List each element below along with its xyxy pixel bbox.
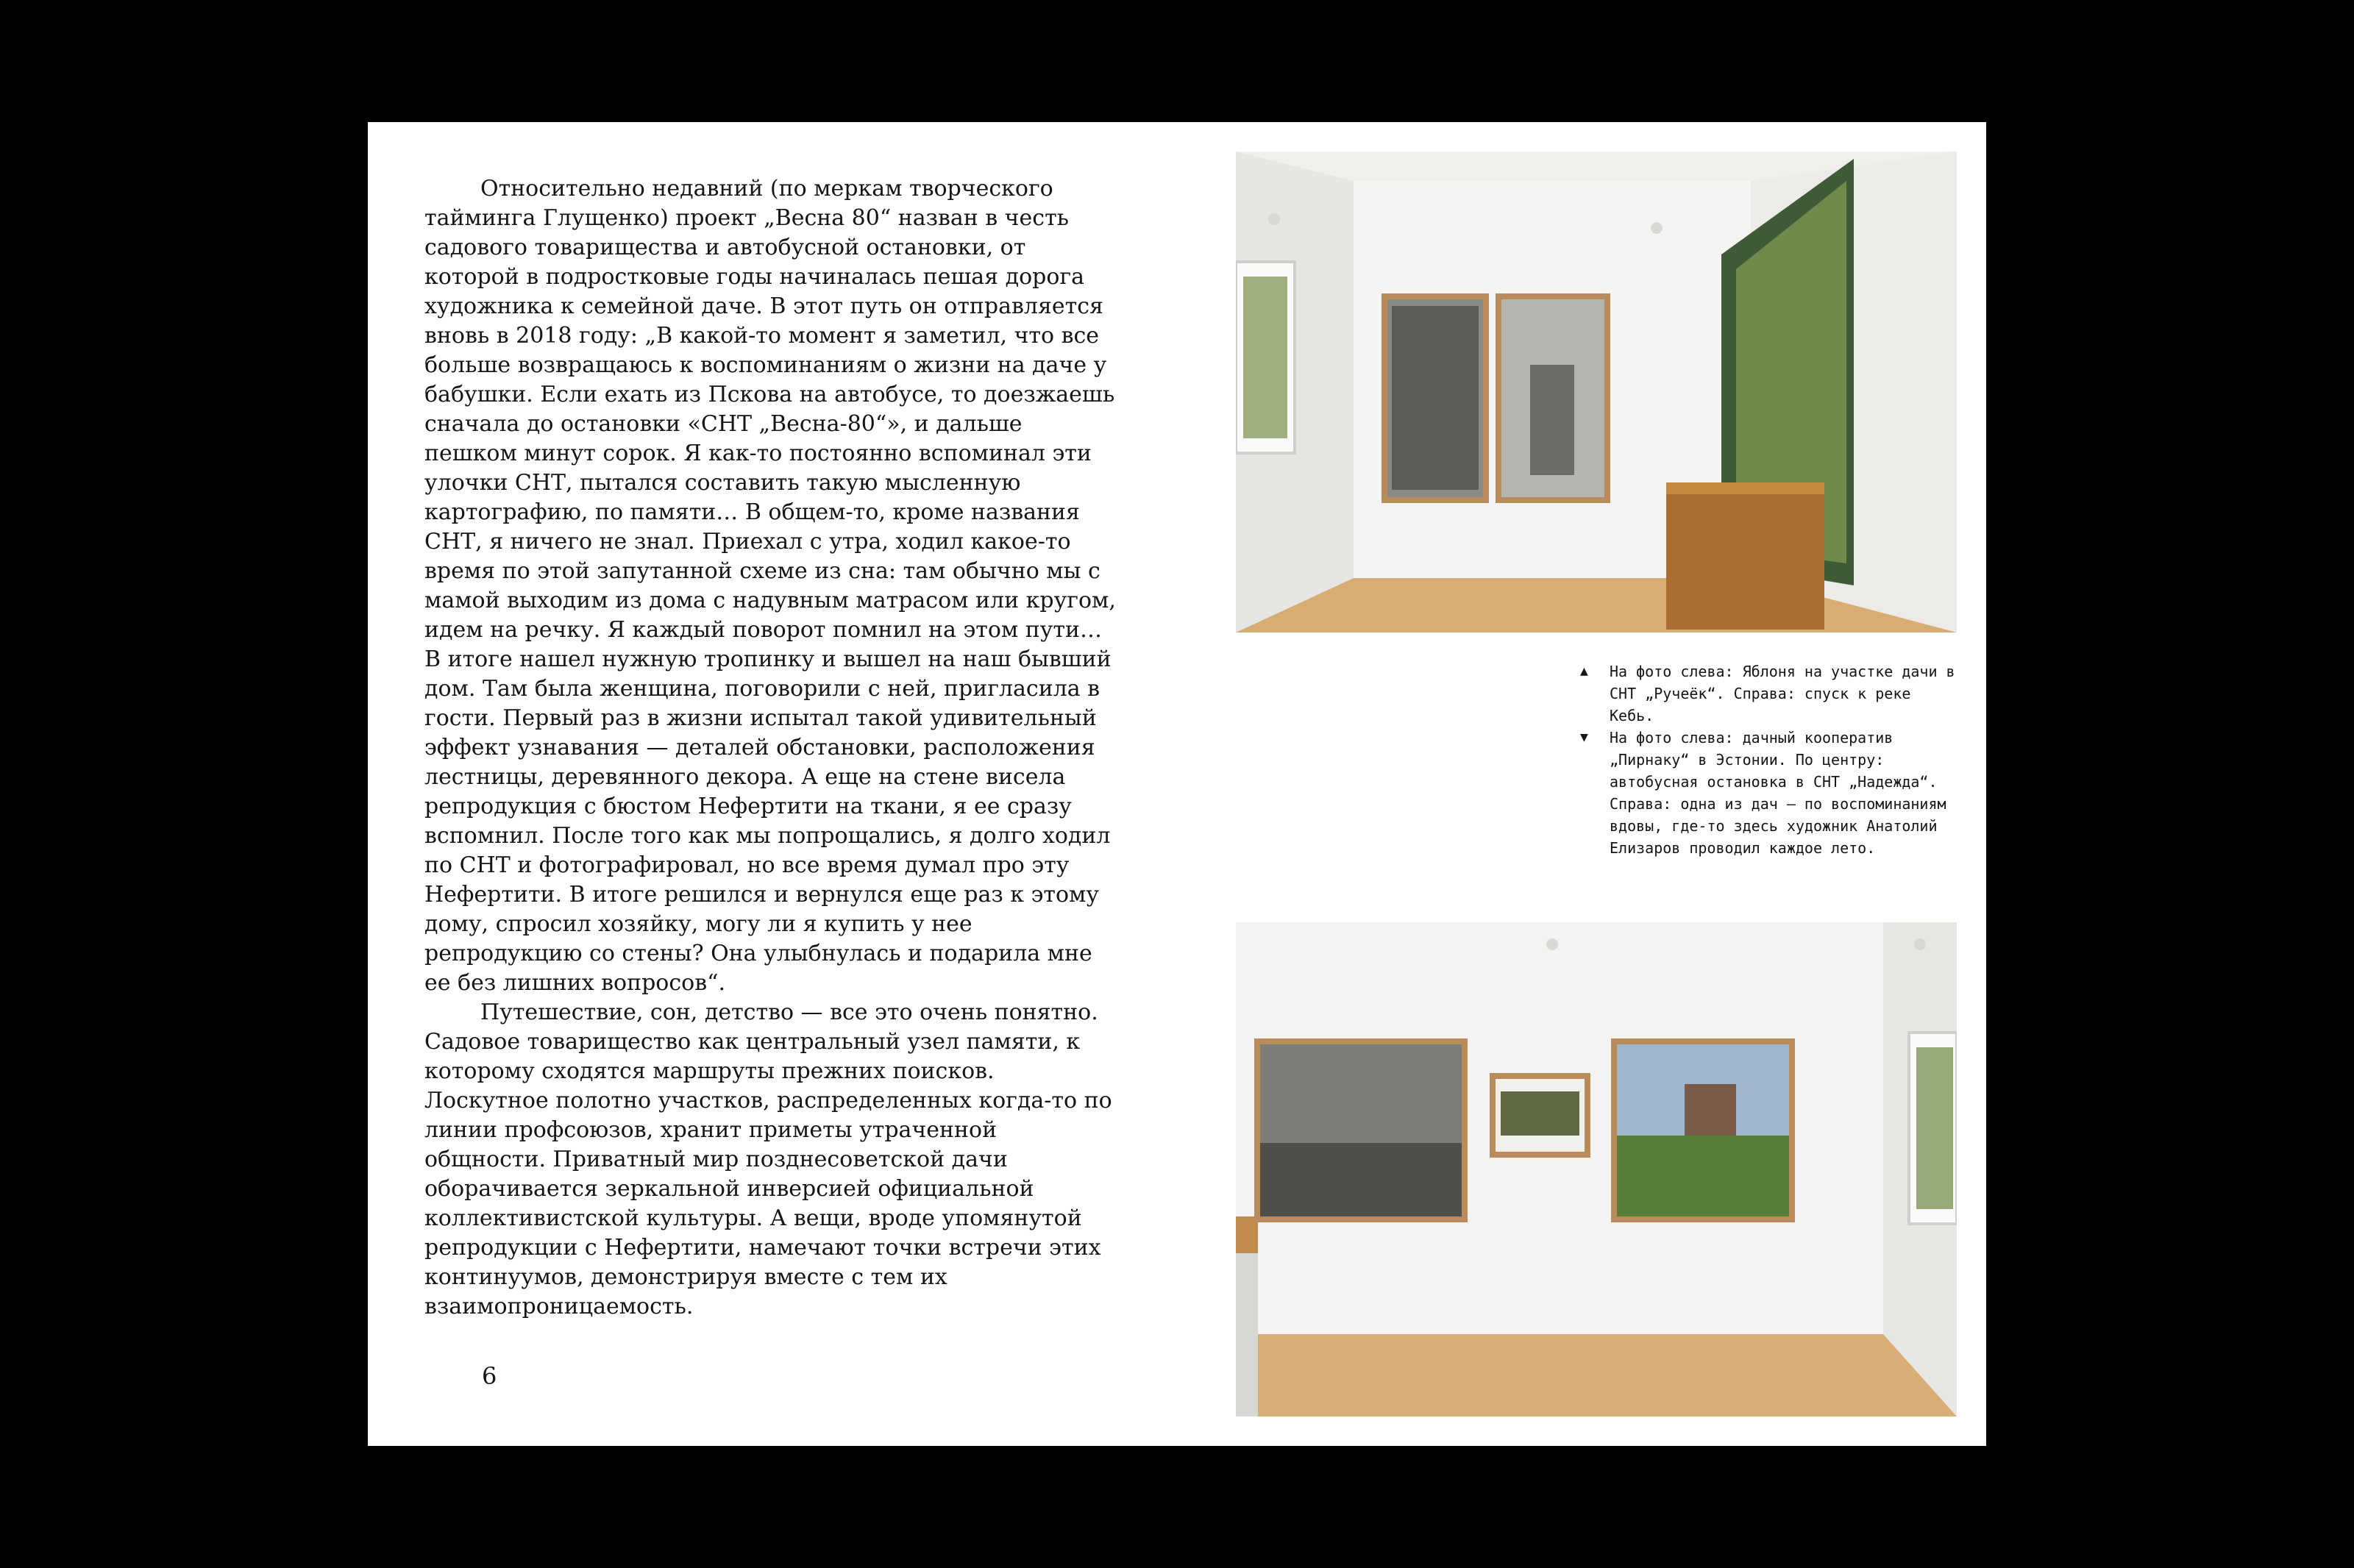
gallery-photo-bottom-image <box>1236 922 1957 1416</box>
gallery-photo-bottom <box>1236 922 1957 1416</box>
article-paragraph: Относительно недавний (по меркам творческого тайминга Глущенко) проект „Весна 80“ назван в честь садового товарищества и автобусной остановки, от которой в подростковые годы начиналась пешая дорога художника к семейной даче. В этот путь он отправляется вновь в 2018 году: „В какой-то момент я заметил, что все больше возвращаюсь к воспоминаниям о жизни на даче у бабушки. Если ехать из Пскова на автобусе, то доезжаешь сначала до остановки «СНТ „Весна-80“», и дальше пешком минут сорок. Я как-то постоянно вспоминал эти улочки СНТ, пытался составить такую мысленную картографию, по памяти… В общем-то, кроме названия СНТ, я ничего не знал. Приехал с утра, ходил какое-то время по этой запутанной схеме из сна: там обычно мы с мамой выходим из дома с надувным матрасом или кругом, идем на речку. Я каждый поворот помнил на этом пути… В итоге нашел нужную тропинку и вышел на наш бывший дом. Там была женщина, поговорили с ней, пригласила в гости. Первый раз в жизни испытал такой удивительный эффект узнавания — деталей обстановки, расположения лестницы, деревянного декора. А еще на стене висела репродукция с бюстом Нефертити на ткани, я ее сразу вспомнил. После того как мы попрощались, я долго ходил по СНТ и фотографировал, но все время думал про эту Нефертити. В итоге решился и вернулся еще раз к этому дому, спросил хозяйку, могу ли я купить у нее репродукцию со стены? Она улыбнулась и подарила мне ее без лишних вопросов“. <box>424 176 1116 996</box>
gallery-photo-top <box>1236 152 1957 632</box>
book-spread <box>368 122 1986 1446</box>
article-paragraph: Путешествие, сон, детство — все это очень понятно. Садовое товарищество как центральный узел памяти, к которому сходятся маршруты прежних поисков. Лоскутное полотно участков, распределенных когда-то по линии профсоюзов, хранит приметы утраченной общности. Приватный мир позднесоветской дачи оборачивается зеркальной инверсией официальной коллективистской культуры. А вещи, вроде упомянутой репродукции с Нефертити, намечают точки встречи этих континуумов, демонстрируя вместе с тем их взаимопроницаемость. <box>424 999 1112 1319</box>
caption-bottom <box>1580 727 1955 859</box>
caption-bottom-text: На фото слева: дачный кооператив „Пирнаку“ в Эстонии. По центру: автобусная остановка в СНТ „Надежда“. Справа: одна из дач — по воспоминаниям вдовы, где-то здесь художник Анатолий Елизаров проводил каждое лето. <box>1610 729 1946 857</box>
page-number: 6 <box>482 1362 497 1390</box>
article-body <box>424 174 1116 1322</box>
photo-captions <box>1580 660 1955 859</box>
caption-bottom-marker: ▼ <box>1580 730 1588 745</box>
caption-top-text: На фото слева: Яблоня на участке дачи в СНТ „Ручеёк“. Справа: спуск к реке Кебь. <box>1610 663 1955 724</box>
caption-top <box>1580 660 1955 727</box>
gallery-photo-top-image <box>1236 152 1957 632</box>
caption-top-marker: ▲ <box>1580 663 1588 679</box>
